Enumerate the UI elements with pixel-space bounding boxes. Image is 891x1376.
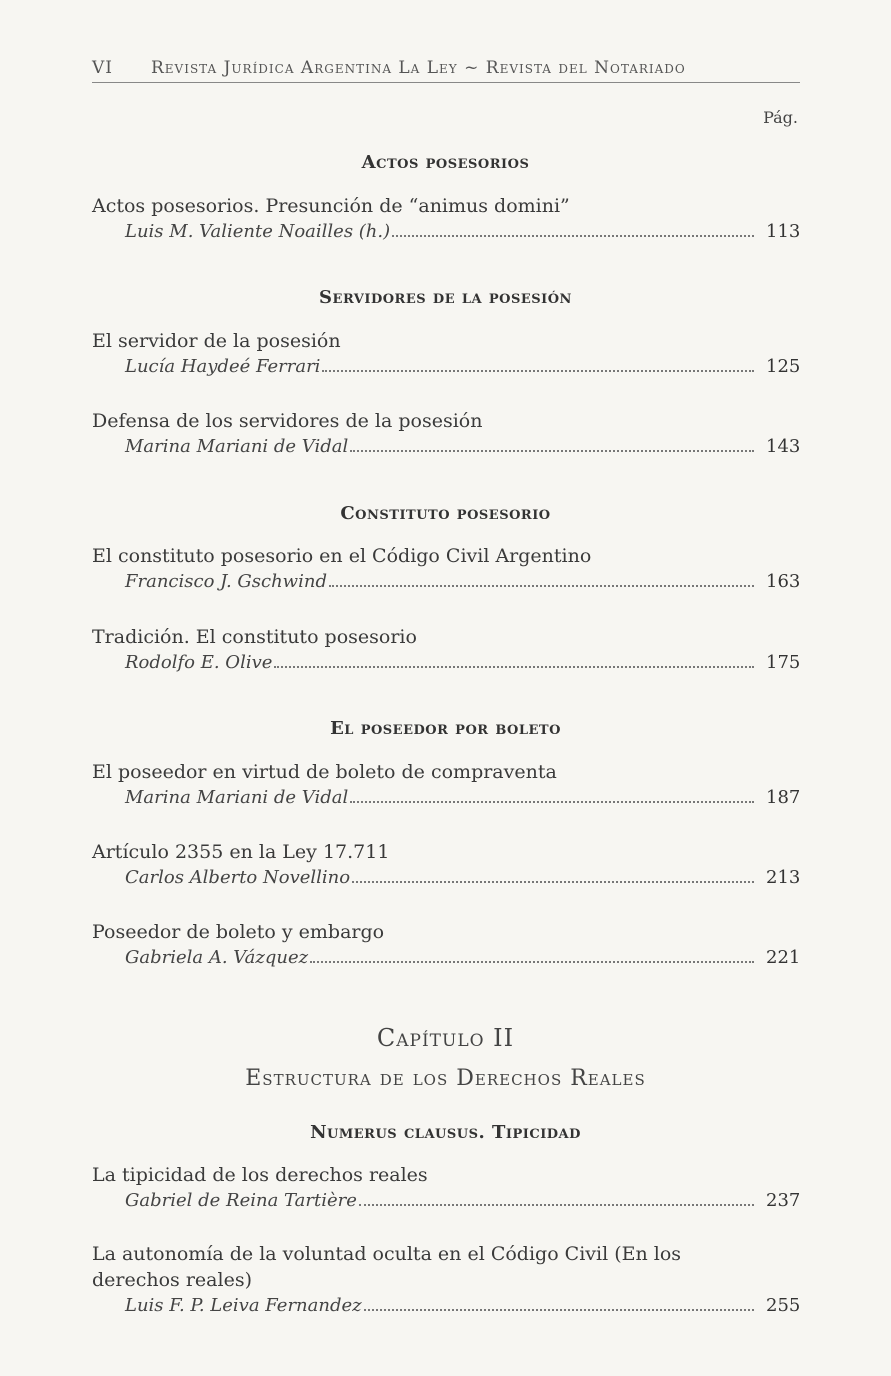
dot-leader	[392, 235, 754, 237]
entry-page: 255	[766, 1295, 801, 1316]
toc-entry	[92, 839, 800, 889]
entry-author: Gabriel de Reina Tartière	[125, 1190, 357, 1211]
dot-leader	[350, 450, 754, 452]
section-heading: Numerus clausus. Tipicidad	[310, 1122, 581, 1143]
toc-entry	[92, 624, 800, 674]
dot-leader	[310, 961, 754, 963]
page-number-roman: VI	[92, 58, 113, 78]
running-head	[92, 58, 800, 83]
chapter-label: Capítulo II	[376, 1024, 515, 1052]
chapter-title: Estructura de los Derechos Reales	[245, 1066, 646, 1091]
toc-entry	[92, 408, 800, 458]
dot-leader	[352, 881, 754, 883]
dot-leader	[364, 1309, 754, 1311]
entry-title: Actos posesorios. Presunción de “animus domini”	[92, 195, 570, 217]
toc-entry	[92, 919, 800, 969]
entry-author: Rodolfo E. Olive	[125, 652, 273, 673]
entry-author: Marina Mariani de Vidal	[125, 436, 349, 457]
entry-page: 125	[766, 356, 801, 377]
entry-page: 163	[766, 571, 801, 592]
entry-page: 143	[766, 436, 801, 457]
entry-author: Marina Mariani de Vidal	[125, 787, 349, 808]
toc-entry	[92, 1241, 800, 1317]
entry-title: Poseedor de boleto y embargo	[92, 921, 385, 943]
entry-title: Artículo 2355 en la Ley 17.711	[92, 841, 390, 863]
section-heading: Servidores de la posesión	[319, 287, 572, 308]
toc-entry	[92, 193, 800, 243]
entry-page: 221	[766, 947, 801, 968]
entry-title: La autonomía de la voluntad oculta en el Código Civil (En los derechos reales)	[92, 1243, 682, 1291]
section-heading: El poseedor por boleto	[330, 718, 561, 739]
entry-title: El constituto posesorio en el Código Civil Argentino	[92, 545, 592, 567]
toc-entry	[92, 1162, 800, 1212]
entry-title: El poseedor en virtud de boleto de compraventa	[92, 761, 557, 783]
entry-author: Gabriela A. Vázquez	[125, 947, 309, 968]
dot-leader	[359, 1204, 754, 1206]
section-heading: Actos posesorios	[361, 152, 530, 173]
entry-page: 237	[766, 1190, 801, 1211]
entry-author: Carlos Alberto Novellino	[125, 867, 351, 888]
entry-author: Lucía Haydeé Ferrari	[125, 356, 321, 377]
dot-leader	[322, 370, 754, 372]
dot-leader	[329, 585, 754, 587]
dot-leader	[350, 801, 754, 803]
entry-author: Luis F. P. Leiva Fernandez	[125, 1295, 362, 1316]
toc-entry	[92, 328, 800, 378]
entry-page: 213	[766, 867, 801, 888]
entry-author: Luis M. Valiente Noailles (h.)	[125, 221, 391, 242]
entry-title: El servidor de la posesión	[92, 330, 341, 352]
entry-title: Tradición. El constituto posesorio	[92, 626, 417, 648]
dot-leader	[274, 666, 754, 668]
section-heading: Constituto posesorio	[340, 503, 551, 524]
toc-entry	[92, 543, 800, 593]
page-column-label: Pág.	[763, 108, 798, 127]
entry-page: 113	[766, 221, 801, 242]
entry-author: Francisco J. Gschwind	[125, 571, 327, 592]
entry-page: 175	[766, 652, 801, 673]
entry-title: Defensa de los servidores de la posesión	[92, 410, 483, 432]
entry-title: La tipicidad de los derechos reales	[92, 1164, 428, 1186]
running-title: Revista Jurídica Argentina La Ley ~ Revista del Notariado	[151, 58, 686, 78]
toc-entry	[92, 759, 800, 809]
entry-page: 187	[766, 787, 801, 808]
